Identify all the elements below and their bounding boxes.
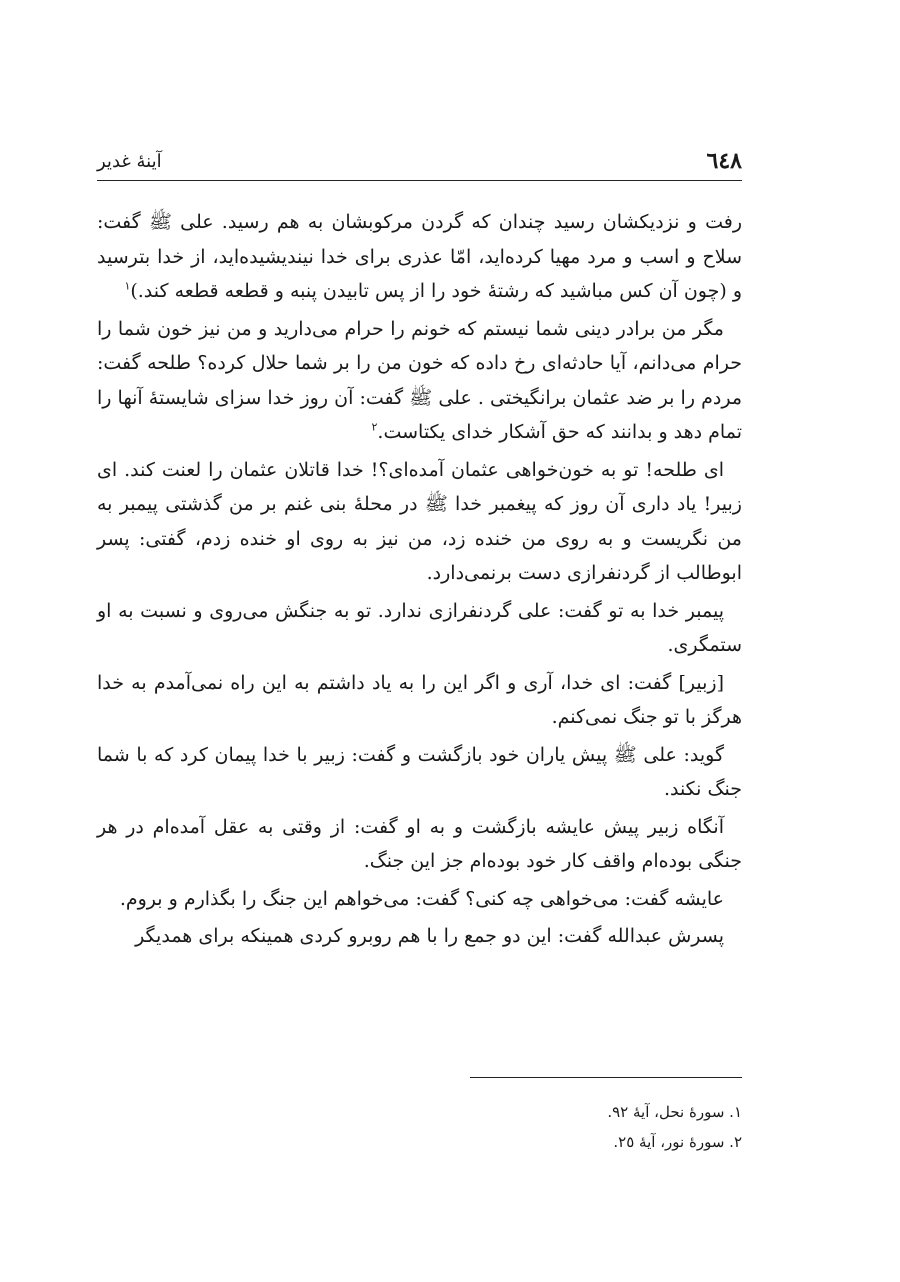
footnote-marker: ١	[124, 279, 131, 293]
paragraph-text: پیمبر خدا به تو گفت: علی گردنفرازی ندارد. تو به جنگش می‌روی و نسبت به او ستمگری.	[97, 599, 742, 656]
running-title: آینهٔ غدیر	[97, 151, 162, 172]
paragraph	[97, 919, 742, 954]
paragraph-text: ای طلحه! تو به خون‌خواهی عثمان آمده‌ای؟! خدا قاتلان عثمان را لعنت کند. ای زبیر! یاد داری آن روز که پیغمبر خدا ﷺ در محلهٔ بنی غنم بر من گذشتی پیمبر به من نگریست و به روی من خنده زد، من نیز به روی او خنده زدم، گفتی: پسر ابوطالب از گردنفرازی دست برنمی‌دارد.	[97, 458, 742, 584]
paragraph-text: گوید: علی ﷺ پیش یاران خود بازگشت و گفت: زبیر با خدا پیمان کرد که با شما جنگ نکند.	[97, 743, 742, 800]
paragraph-text: [زبیر] گفت: ای خدا، آری و اگر این را به یاد داشتم به این راه نمی‌آمدم به خدا هرگز با تو جنگ نمی‌کنم.	[97, 671, 742, 728]
paragraph-text: آنگاه زبیر پیش عایشه بازگشت و به او گفت: از وقتی به عقل آمده‌ام در هر جنگی بوده‌ام واقف کار خود بوده‌ام جز این جنگ.	[97, 815, 742, 872]
paragraph	[97, 666, 742, 735]
footnotes	[97, 1097, 742, 1157]
page-number: ٦٤٨	[706, 148, 742, 174]
paragraph-text: عایشه گفت: می‌خواهی چه کنی؟ گفت: می‌خواهم این جنگ را بگذارم و بروم.	[119, 887, 724, 910]
paragraph	[97, 738, 742, 807]
paragraph	[97, 810, 742, 879]
paragraph-text: رفت و نزدیکشان رسید چندان که گردن مرکوبشان به هم رسید. علی ﷺ گفت: سلاح و اسب و مرد مهیا کرده‌اید، امّا عذری برای خدا نیندیشیده‌اید، از خدا بترسید و (چون آن کس مباشید که رشتهٔ خود را از پس تابیدن پنبه و قطعه قطعه کند.)	[97, 211, 742, 302]
paragraph-text: مگر من برادر دینی شما نیستم که خونم را حرام می‌دارید و من نیز خون شما را حرام می‌دانم، آیا حادثه‌ای رخ داده که خون من را بر شما حلال کرده؟ طلحه گفت: مردم را بر ضد عثمان برانگیختی . علی ﷺ گفت: آن روز خدا سزای شایستهٔ آنها را تمام دهد و بدانند که حق آشکار خدای یکتاست.	[97, 317, 742, 443]
running-header	[97, 140, 742, 181]
main-text	[97, 205, 742, 957]
paragraph	[97, 205, 742, 309]
paragraph	[97, 594, 742, 663]
footnote: ١. سورهٔ نحل، آیهٔ ٩٢.	[607, 1103, 742, 1121]
footnote-marker: ٢	[371, 420, 378, 434]
paragraph	[97, 312, 742, 450]
paragraph	[97, 882, 742, 917]
footnote-divider	[470, 1077, 742, 1078]
paragraph	[97, 453, 742, 591]
footnote: ٢. سورهٔ نور، آیهٔ ٢٥.	[613, 1133, 742, 1151]
paragraph-text: پسرش عبدالله گفت: این دو جمع را با هم روبرو کردی همینکه برای همدیگر	[135, 925, 724, 947]
